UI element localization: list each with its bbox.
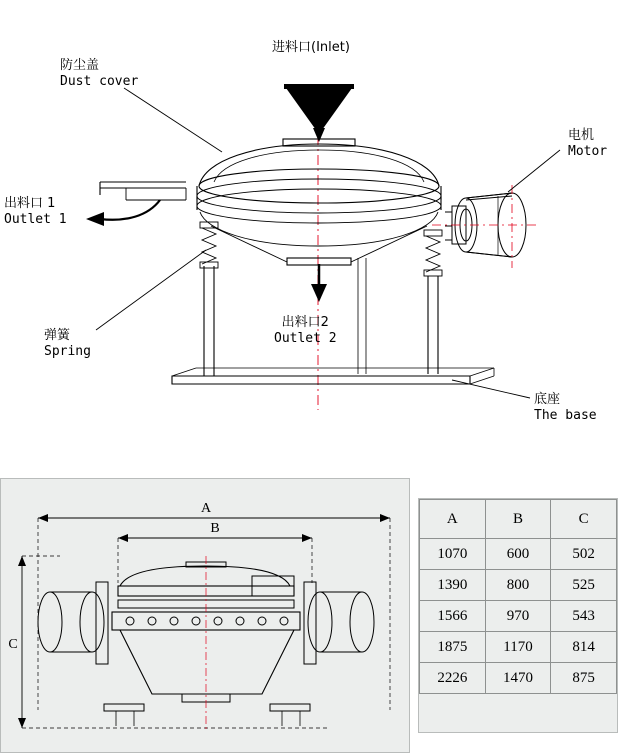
label-outlet-1-cn: 出料口 1	[4, 196, 56, 211]
label-motor	[568, 128, 607, 161]
dimension-panel	[0, 478, 627, 753]
label-outlet-1-en: Outlet 1	[4, 212, 67, 228]
label-inlet	[272, 40, 350, 56]
front-hopper	[120, 630, 294, 694]
leader-dust-cover	[124, 88, 222, 152]
table-cell-b: 1170	[485, 632, 551, 663]
table-row	[420, 539, 617, 570]
dim-label-a: A	[200, 501, 212, 516]
label-spring	[44, 328, 91, 361]
label-dust-cover-cn: 防尘盖	[60, 58, 100, 73]
label-spring-cn: 弹簧	[44, 328, 71, 343]
inlet-arrow	[313, 128, 325, 142]
spring-right	[424, 230, 442, 276]
table-cell-b: 800	[485, 570, 551, 601]
table-row	[420, 663, 617, 694]
base-plate	[172, 376, 470, 384]
label-outlet-2	[274, 315, 337, 348]
table-header-row	[420, 500, 617, 539]
motor-assembly	[432, 185, 540, 268]
table-cell-c: 875	[551, 663, 617, 694]
table-cell-c: 525	[551, 570, 617, 601]
label-base-cn: 底座	[534, 392, 561, 407]
spring-left	[200, 222, 218, 268]
table-row	[420, 632, 617, 663]
hopper-upper	[200, 212, 438, 246]
label-base	[534, 392, 597, 425]
outlet2-port	[287, 258, 351, 265]
front-motor-left	[38, 582, 108, 664]
label-outlet-2-cn: 出料口2	[281, 315, 329, 330]
label-dust-cover	[60, 58, 138, 91]
table-cell-b: 600	[485, 539, 551, 570]
label-outlet-1	[4, 196, 67, 229]
table-cell-a: 1566	[420, 601, 486, 632]
table-cell-a: 1070	[420, 539, 486, 570]
dust-cover-rim	[199, 169, 439, 203]
table-row	[420, 601, 617, 632]
table-row	[420, 570, 617, 601]
leader-spring	[96, 250, 206, 330]
dim-label-c: C	[8, 637, 18, 652]
table-header-a: A	[420, 500, 486, 539]
label-outlet-2-en: Outlet 2	[274, 331, 337, 347]
table-cell-a: 2226	[420, 663, 486, 694]
dim-label-b: B	[210, 521, 220, 536]
outlet1-arrow	[86, 212, 104, 226]
table-cell-c: 502	[551, 539, 617, 570]
front-motor-right	[304, 582, 374, 664]
table-cell-c: 543	[551, 601, 617, 632]
dimension-table	[419, 499, 617, 694]
table-cell-c: 814	[551, 632, 617, 663]
label-inlet-cn: 进料口(Inlet)	[272, 40, 350, 55]
label-spring-en: Spring	[44, 344, 91, 360]
label-dust-cover-en: Dust cover	[60, 74, 139, 90]
dimension-drawing	[0, 478, 410, 753]
table-header-b: B	[485, 500, 551, 539]
table-cell-b: 970	[485, 601, 551, 632]
table-cell-a: 1390	[420, 570, 486, 601]
leader-base	[452, 380, 530, 398]
table-header-c: C	[551, 500, 617, 539]
dimension-table-wrapper	[418, 498, 618, 733]
label-base-en: The base	[534, 408, 597, 424]
table-cell-b: 1470	[485, 663, 551, 694]
outlet2-arrow	[311, 284, 327, 302]
label-motor-cn: 电机	[568, 128, 595, 143]
label-motor-en: Motor	[568, 144, 608, 160]
table-cell-a: 1875	[420, 632, 486, 663]
leader-motor	[508, 150, 560, 192]
